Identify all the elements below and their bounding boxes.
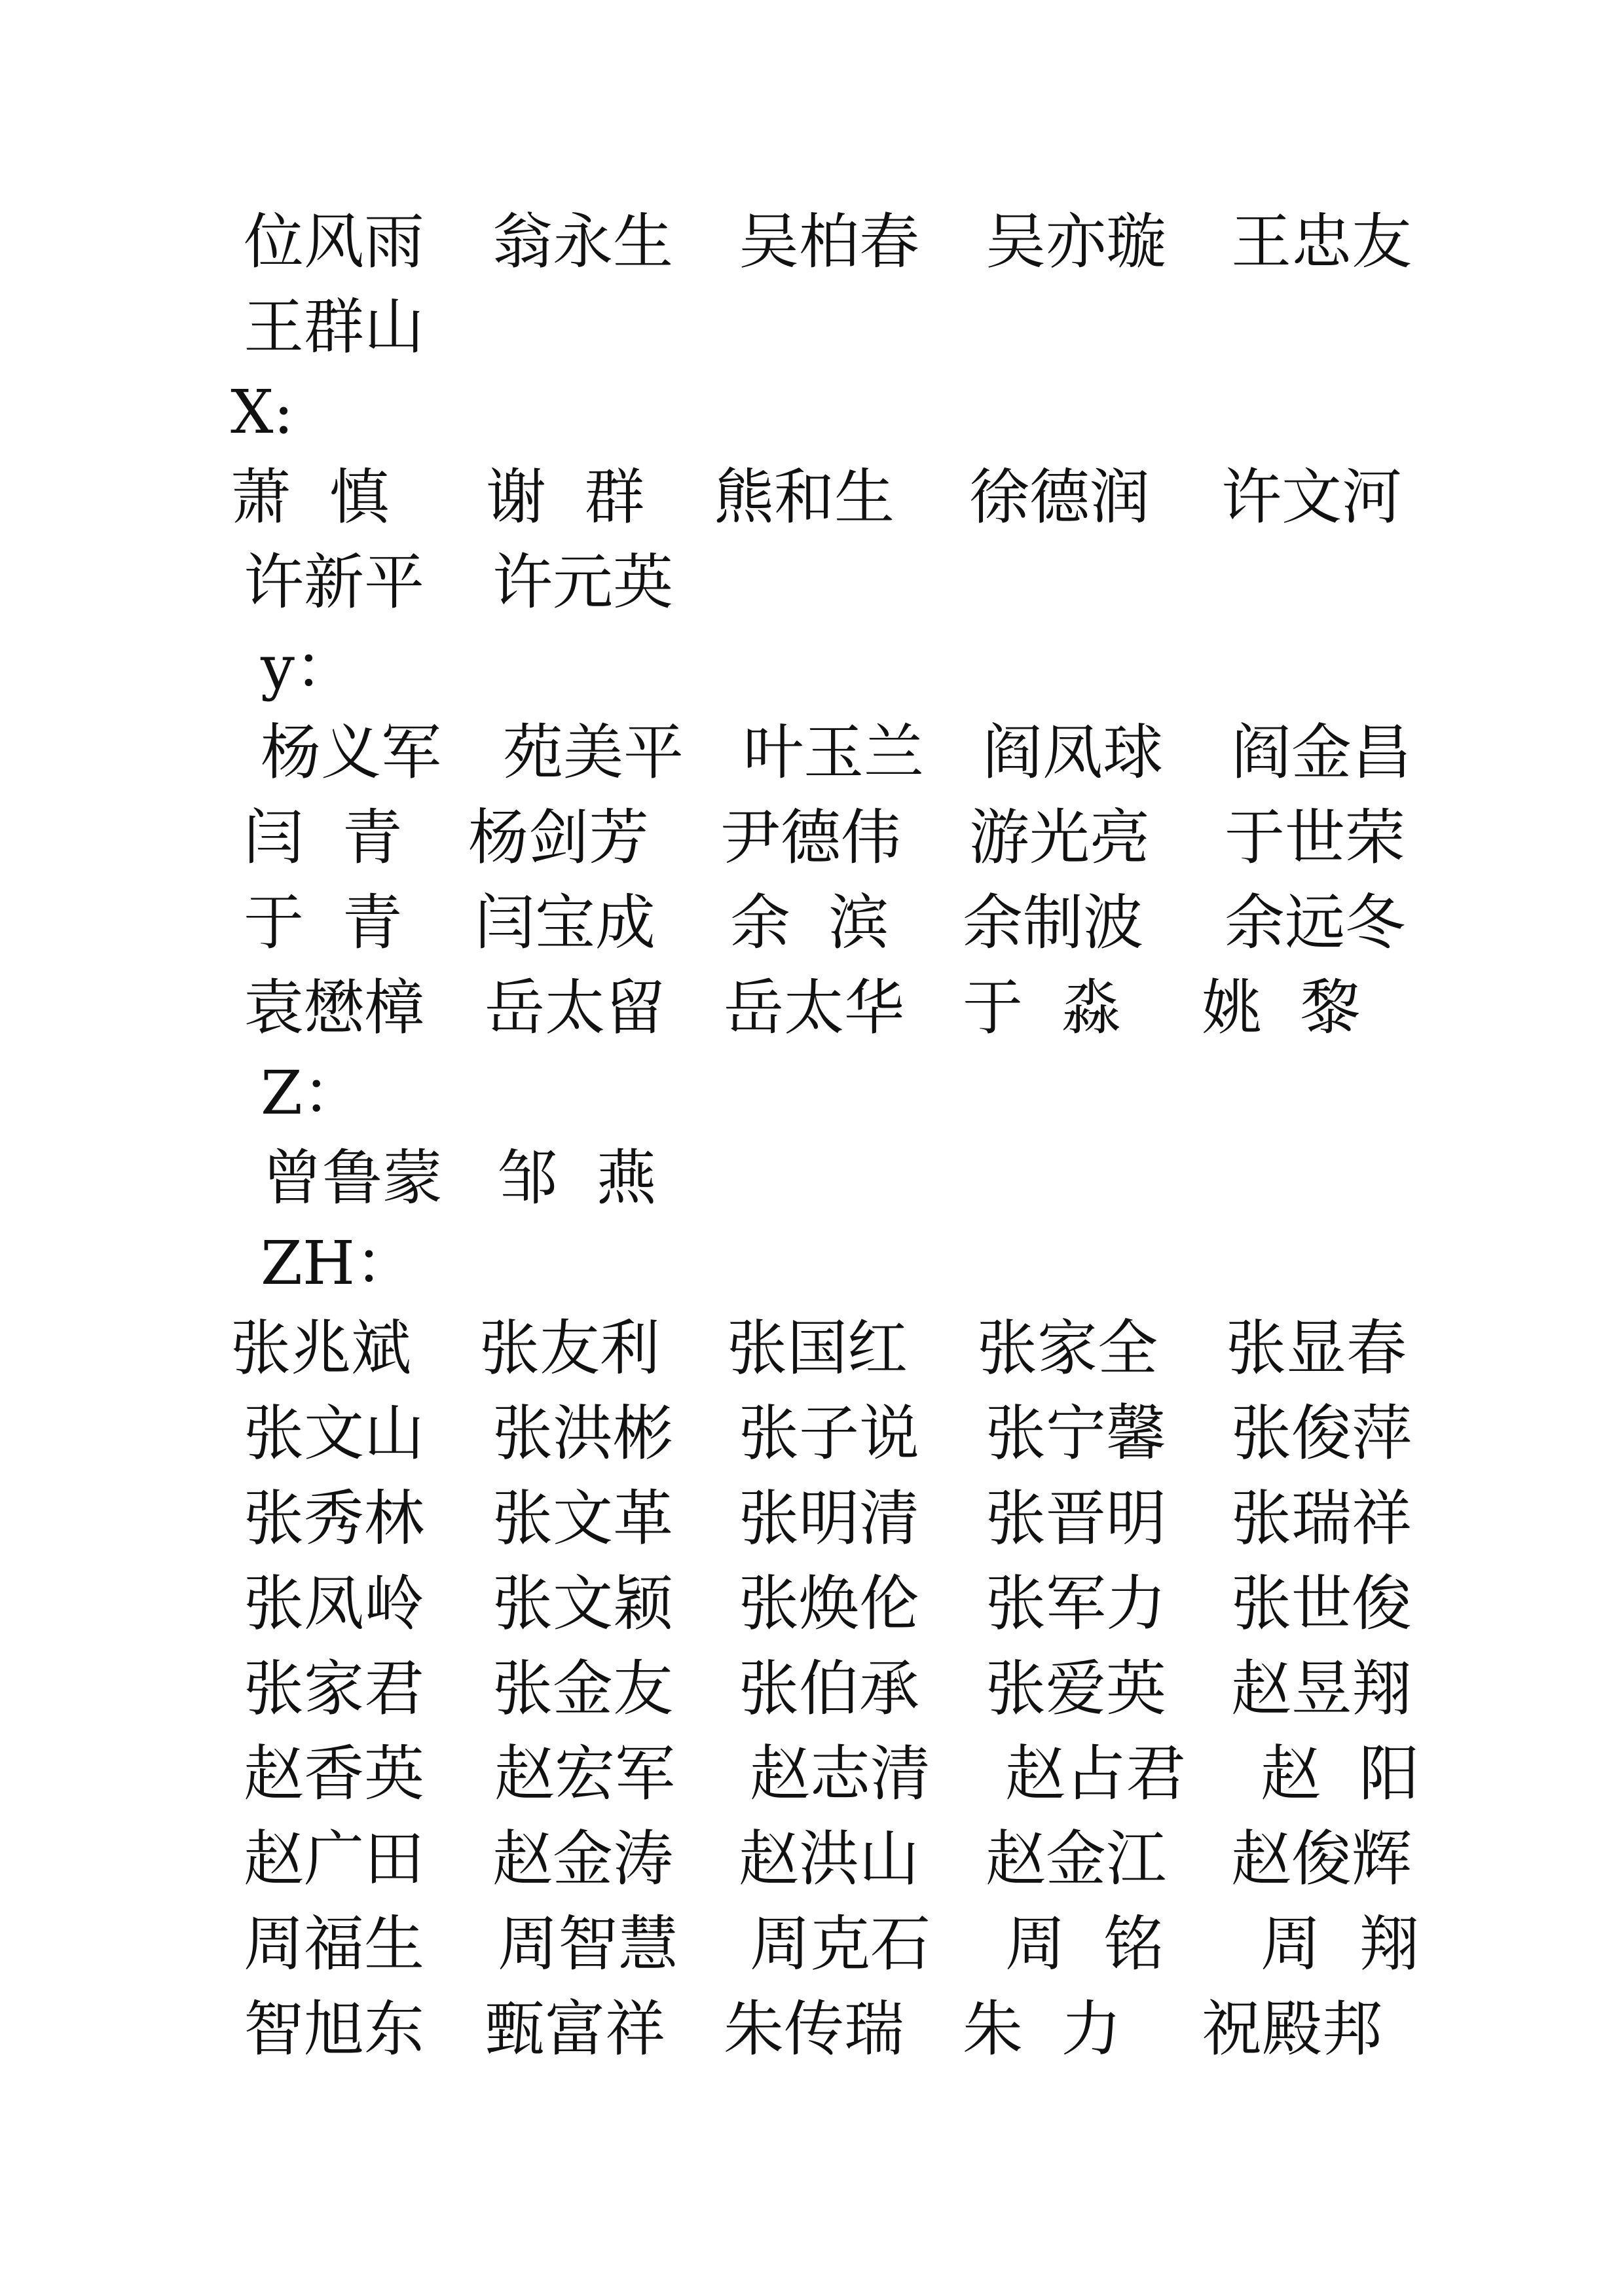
person-name: 张显春	[1226, 1313, 1407, 1383]
person-name: 阎凤球	[982, 718, 1164, 788]
section-heading: ZH：	[261, 1228, 416, 1298]
person-name: 赵 阳	[1261, 1739, 1420, 1809]
person-name: 甄富祥	[485, 1994, 666, 2064]
person-name: 张家全	[977, 1313, 1158, 1383]
person-name: 许新平	[244, 547, 425, 617]
section-heading-line	[0, 1051, 1624, 1136]
person-name: 赵占君	[1005, 1739, 1187, 1809]
section-heading: Z：	[261, 1058, 363, 1128]
person-name: 朱 力	[963, 1994, 1122, 2064]
person-name: 张世俊	[1231, 1569, 1412, 1639]
person-name: 尹德伟	[720, 803, 902, 873]
person-name: 张文颖	[492, 1569, 674, 1639]
name-row	[0, 1391, 1624, 1476]
person-name: 张军力	[986, 1569, 1167, 1639]
person-name: 余 滨	[730, 888, 889, 958]
name-row	[0, 1136, 1624, 1221]
person-name: 闫 青	[244, 803, 403, 873]
name-row	[0, 710, 1624, 795]
person-name: 岳太华	[724, 973, 905, 1043]
person-name: 熊和生	[714, 462, 895, 532]
person-name: 周克石	[750, 1909, 931, 1979]
person-name: 余远冬	[1225, 888, 1406, 958]
person-name: 张明清	[739, 1484, 920, 1554]
person-name: 周 翔	[1261, 1909, 1420, 1979]
person-name: 赵广田	[244, 1824, 425, 1894]
section-heading-line	[0, 1221, 1624, 1306]
person-name: 吴柏春	[739, 207, 920, 277]
person-name: 张子说	[739, 1398, 920, 1468]
person-name: 周福生	[244, 1909, 425, 1979]
name-row	[0, 1306, 1624, 1391]
person-name: 于 青	[244, 888, 403, 958]
person-name: 祝殿邦	[1202, 1994, 1383, 2064]
person-name: 谢 群	[486, 462, 645, 532]
person-name: 赵志清	[750, 1739, 931, 1809]
name-row	[0, 1647, 1624, 1732]
person-name: 赵俊辉	[1231, 1824, 1412, 1894]
person-name: 许文河	[1221, 462, 1403, 532]
person-name: 位风雨	[244, 207, 425, 277]
name-row	[0, 540, 1624, 625]
person-name: 袁懋樟	[244, 973, 425, 1043]
name-row	[0, 1987, 1624, 2072]
person-name: 王忠友	[1231, 207, 1412, 277]
person-name: 朱传瑞	[724, 1994, 905, 2064]
person-name: 张凤岭	[244, 1569, 425, 1639]
person-name: 张爱英	[986, 1654, 1167, 1724]
person-name: 萧 慎	[231, 462, 390, 532]
person-name: 闫宝成	[475, 888, 656, 958]
person-name: 邹 燕	[498, 1143, 657, 1213]
person-name: 张宁馨	[986, 1398, 1167, 1468]
person-name: 张秀林	[244, 1484, 425, 1554]
person-name: 许元英	[492, 547, 674, 617]
name-row	[0, 881, 1624, 966]
person-name: 周智慧	[498, 1909, 679, 1979]
person-name: 王群山	[244, 292, 425, 362]
person-name: 张兆斌	[231, 1313, 412, 1383]
person-name: 赵金江	[986, 1824, 1167, 1894]
person-name: 张文山	[244, 1398, 425, 1468]
person-name: 张洪彬	[492, 1398, 674, 1468]
person-name: 张晋明	[986, 1484, 1167, 1554]
person-name: 徐德润	[969, 462, 1151, 532]
name-row	[0, 1561, 1624, 1647]
person-name: 曾鲁蒙	[262, 1143, 443, 1213]
name-row	[0, 1817, 1624, 1902]
section-heading: X:	[231, 377, 294, 447]
person-name: 赵金涛	[492, 1824, 674, 1894]
person-name: 智旭东	[244, 1994, 425, 2064]
person-name: 余制波	[963, 888, 1144, 958]
person-name: 张文革	[492, 1484, 674, 1554]
person-name: 赵香英	[244, 1739, 425, 1809]
person-name: 岳太留	[485, 973, 666, 1043]
person-name: 杨义军	[261, 718, 442, 788]
person-name: 翁永生	[492, 207, 674, 277]
person-name: 于世荣	[1225, 803, 1406, 873]
name-row	[0, 1732, 1624, 1817]
name-row	[0, 285, 1624, 370]
section-heading-line	[0, 625, 1624, 710]
name-row	[0, 455, 1624, 540]
person-name: 张俊萍	[1231, 1398, 1412, 1468]
name-row	[0, 966, 1624, 1051]
person-name: 张瑞祥	[1231, 1484, 1412, 1554]
person-name: 赵宏军	[494, 1739, 676, 1809]
person-name: 于 淼	[963, 973, 1122, 1043]
section-heading-line	[0, 370, 1624, 455]
person-name: 苑美平	[503, 718, 684, 788]
person-name: 张伯承	[739, 1654, 920, 1724]
person-name: 游光亮	[969, 803, 1151, 873]
person-name: 张国红	[727, 1313, 908, 1383]
name-row	[0, 1902, 1624, 1987]
person-name: 吴亦璇	[986, 207, 1167, 277]
name-row	[0, 1476, 1624, 1561]
person-name: 张金友	[492, 1654, 674, 1724]
person-name: 阎金昌	[1231, 718, 1412, 788]
name-row	[0, 200, 1624, 285]
name-row	[0, 795, 1624, 881]
person-name: 张家君	[244, 1654, 425, 1724]
person-name: 姚 黎	[1202, 973, 1361, 1043]
person-name: 叶玉兰	[743, 718, 925, 788]
person-name: 赵洪山	[739, 1824, 920, 1894]
person-name: 赵昱翔	[1231, 1654, 1412, 1724]
person-name: 杨剑芳	[468, 803, 650, 873]
person-name: 张友利	[479, 1313, 661, 1383]
person-name: 周 铭	[1005, 1909, 1164, 1979]
person-name: 张焕伦	[739, 1569, 920, 1639]
section-heading: y：	[261, 632, 355, 702]
